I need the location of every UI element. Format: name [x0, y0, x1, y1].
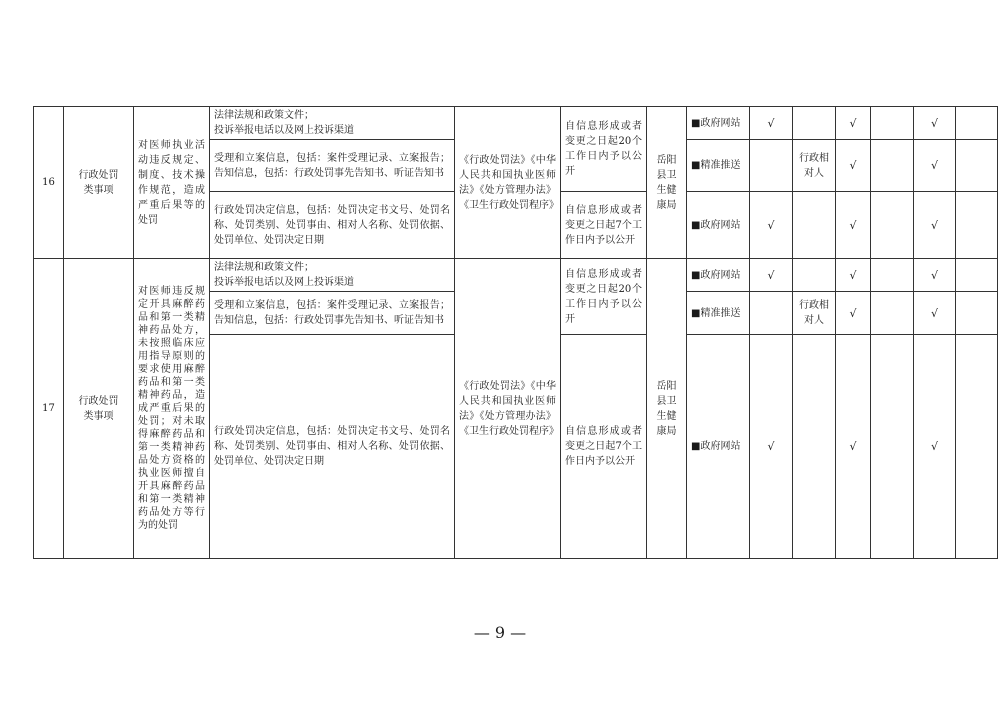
row-17-channel-2: ■精准推送: [687, 292, 750, 335]
row-16-time-a: 自信息形成或者变更之日起20个工作日内予以公开: [561, 107, 647, 192]
row-17-specific-2: 行政相对人: [793, 292, 836, 335]
row-16-check-active-2: √: [836, 140, 871, 192]
row-17-check-all-1: √: [750, 259, 793, 292]
row-16-all-2: [750, 140, 793, 192]
row-17-check-active-1: √: [836, 259, 871, 292]
row-17-content-laws: [210, 259, 455, 292]
row-16-check-active-3: √: [836, 192, 871, 259]
row-17-specific-3: [793, 335, 836, 559]
row-17-content-laws-text: 法律法规和政策文件；: [214, 262, 314, 273]
row-16-check-active-1: √: [836, 107, 871, 140]
row-17-check-active-3: √: [836, 335, 871, 559]
row-17-check-all-3: √: [750, 335, 793, 559]
row-17-check-active-2: √: [836, 292, 871, 335]
row-17-check-county-1: √: [914, 259, 956, 292]
page-number: — 9 —: [473, 623, 527, 642]
row-16-time-b: 自信息形成或者变更之日起7个工作日内予以公开: [561, 192, 647, 259]
row-16-specific-2: 行政相对人: [793, 140, 836, 192]
row-16-check-county-2: √: [914, 140, 956, 192]
row-16-township-1: [956, 107, 998, 140]
row-16-township-2: [956, 140, 998, 192]
row-17-time-b: 自信息形成或者变更之日起7个工作日内予以公开: [561, 335, 647, 559]
row-16-check-county-1: √: [914, 107, 956, 140]
row-16-check-all-1: √: [750, 107, 793, 140]
row-17-content-decision: 行政处罚决定信息，包括：处罚决定书文号、处罚名称、处罚类别、处罚事由、相对人名称、处罚依据、处罚单位、处罚决定日期: [210, 335, 455, 559]
row-16-check-county-3: √: [914, 192, 956, 259]
row-17-all-2: [750, 292, 793, 335]
row-16-township-3: [956, 192, 998, 259]
row-17-content-filing: 受理和立案信息，包括：案件受理记录、立案报告；告知信息，包括：行政处罚事先告知书、听证告知书: [210, 292, 455, 335]
row-16-apply-1: [871, 107, 914, 140]
row-16-channel-1: ■政府网站: [687, 107, 750, 140]
row-16-check-all-3: √: [750, 192, 793, 259]
row-16-category-text: 行政处罚类事项: [78, 169, 119, 196]
row-17-channel-3: ■政府网站: [687, 335, 750, 559]
disclosure-table: [33, 106, 998, 559]
row-16-basis: 《行政处罚法》《中华人民共和国执业医师法》《处方管理办法》《卫生行政处罚程序》: [455, 107, 561, 259]
row-17-channel-1: ■政府网站: [687, 259, 750, 292]
row-17-township-3: [956, 335, 998, 559]
row-16-number: 16: [34, 107, 64, 259]
row-17-township-2: [956, 292, 998, 335]
row-17-category: [64, 259, 134, 559]
row-17-township-1: [956, 259, 998, 292]
row-17-time-a: 自信息形成或者变更之日起20个工作日内予以公开: [561, 259, 647, 335]
row-16-channel-2: ■精准推送: [687, 140, 750, 192]
row-16-content-decision: 行政处罚决定信息，包括：处罚决定书文号、处罚名称、处罚类别、处罚事由、相对人名称、处罚依据、处罚单位、处罚决定日期: [210, 192, 455, 259]
row-17-agency: 岳阳县卫生健康局: [647, 259, 687, 559]
row-16-item: 对医师执业活动违反规定、制度、技术操作规范，造成严重后果等的处罚: [134, 107, 210, 259]
row-17-check-county-3: √: [914, 335, 956, 559]
row-16-apply-2: [871, 140, 914, 192]
row-17-item: 对医师违反规定开具麻醉药品和第一类精神药品处方，未按照临床应用指导原则的要求使用麻醉药品和第一类精神药品，造成严重后果的处罚；对未取得麻醉药品和第一类精神药品处方资格的执业医师擅自开具麻醉药品和第一类精神药品处方等行为的处罚: [134, 259, 210, 559]
row-16-content-laws-text: 法律法规和政策文件；: [214, 110, 314, 121]
row-16-apply-3: [871, 192, 914, 259]
row-17-check-county-2: √: [914, 292, 956, 335]
row-17-apply-2: [871, 292, 914, 335]
row-17-content-hotline-text: 投诉举报电话以及网上投诉渠道: [214, 277, 354, 288]
row-16-content-laws: [210, 107, 455, 140]
row-17-basis: 《行政处罚法》《中华人民共和国执业医师法》《处方管理办法》《卫生行政处罚程序》: [455, 259, 561, 559]
row-17-apply-1: [871, 259, 914, 292]
row-16-specific-3: [793, 192, 836, 259]
row-16-category: [64, 107, 134, 259]
row-16-agency: 岳阳县卫生健康局: [647, 107, 687, 259]
row-16-channel-3: ■政府网站: [687, 192, 750, 259]
row-17-apply-3: [871, 335, 914, 559]
row-16-content-hotline-text: 投诉举报电话以及网上投诉渠道: [214, 125, 354, 136]
row-16-specific-1: [793, 107, 836, 140]
row-17-category-text: 行政处罚类事项: [78, 395, 119, 422]
row-16-content-filing: 受理和立案信息，包括：案件受理记录、立案报告；告知信息，包括：行政处罚事先告知书、听证告知书: [210, 140, 455, 192]
row-17-specific-1: [793, 259, 836, 292]
row-17-number: 17: [34, 259, 64, 559]
